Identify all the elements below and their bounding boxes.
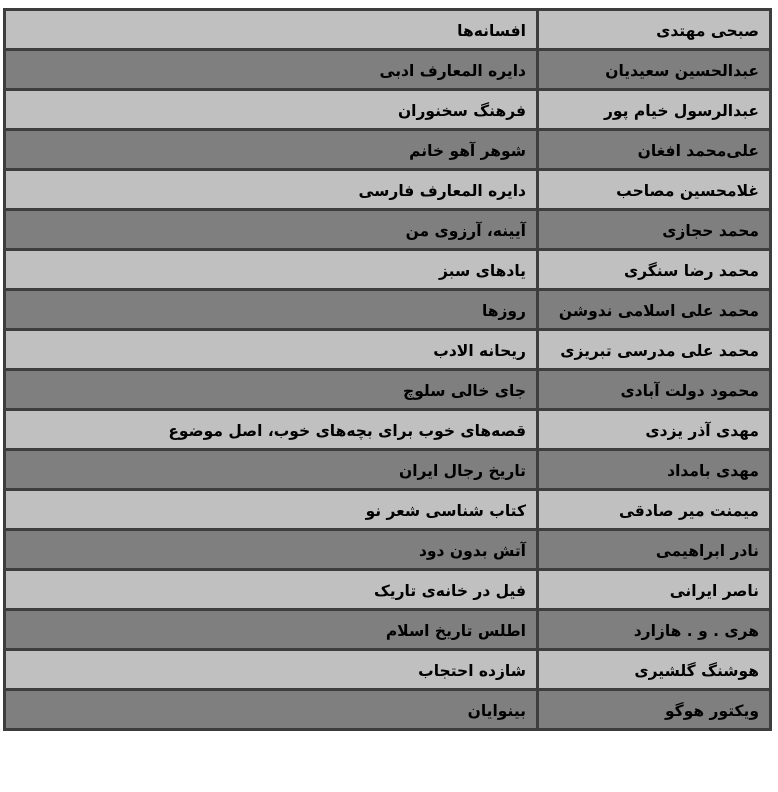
title-cell: فیل در خانه‌ی تاریک — [5, 570, 538, 610]
title-cell: ریحانه الادب — [5, 330, 538, 370]
author-cell: میمنت میر صادقی — [538, 490, 771, 530]
table-row — [5, 490, 771, 530]
author-cell: غلامحسین مصاحب — [538, 170, 771, 210]
title-cell: شوهر آهو خانم — [5, 130, 538, 170]
author-cell: محمود دولت آبادی — [538, 370, 771, 410]
author-cell: هوشنگ گلشیری — [538, 650, 771, 690]
table-row — [5, 210, 771, 250]
author-cell: هری . و . هازارد — [538, 610, 771, 650]
table-row — [5, 450, 771, 490]
books-table — [3, 8, 772, 731]
author-cell: محمد علی اسلامی ندوشن — [538, 290, 771, 330]
table-row — [5, 50, 771, 90]
title-cell: بینوایان — [5, 690, 538, 730]
author-cell: ناصر ایرانی — [538, 570, 771, 610]
author-cell: ویکتور هوگو — [538, 690, 771, 730]
author-cell: عبدالحسین سعیدیان — [538, 50, 771, 90]
title-cell: دایره المعارف ادبی — [5, 50, 538, 90]
table-row — [5, 90, 771, 130]
author-cell: عبدالرسول خیام پور — [538, 90, 771, 130]
title-cell: آیینه، آرزوی من — [5, 210, 538, 250]
title-cell: افسانه‌ها — [5, 10, 538, 50]
table-row — [5, 290, 771, 330]
table-row — [5, 570, 771, 610]
table-row — [5, 370, 771, 410]
author-cell: محمد رضا سنگری — [538, 250, 771, 290]
author-cell: محمد حجازی — [538, 210, 771, 250]
title-cell: جای خالی سلوچ — [5, 370, 538, 410]
title-cell: روزها — [5, 290, 538, 330]
table-row — [5, 690, 771, 730]
table-row — [5, 530, 771, 570]
title-cell: شازده احتجاب — [5, 650, 538, 690]
table-row — [5, 10, 771, 50]
author-cell: مهدی بامداد — [538, 450, 771, 490]
title-cell: یادهای سبز — [5, 250, 538, 290]
author-cell: محمد علی مدرسی تبریزی — [538, 330, 771, 370]
author-cell: مهدی آذر یزدی — [538, 410, 771, 450]
title-cell: آتش بدون دود — [5, 530, 538, 570]
books-table-body — [5, 10, 771, 730]
title-cell: فرهنگ سخنوران — [5, 90, 538, 130]
table-row — [5, 330, 771, 370]
title-cell: تاریخ رجال ایران — [5, 450, 538, 490]
title-cell: اطلس تاریخ اسلام — [5, 610, 538, 650]
table-row — [5, 650, 771, 690]
table-row — [5, 250, 771, 290]
title-cell: دایره المعارف فارسی — [5, 170, 538, 210]
title-cell: قصه‌های خوب برای بچه‌های خوب، اصل موضوع — [5, 410, 538, 450]
table-row — [5, 410, 771, 450]
title-cell: کتاب شناسی شعر نو — [5, 490, 538, 530]
author-cell: نادر ابراهیمی — [538, 530, 771, 570]
author-cell: علی‌محمد افغان — [538, 130, 771, 170]
table-row — [5, 130, 771, 170]
table-row — [5, 610, 771, 650]
table-row — [5, 170, 771, 210]
author-cell: صبحی مهتدی — [538, 10, 771, 50]
